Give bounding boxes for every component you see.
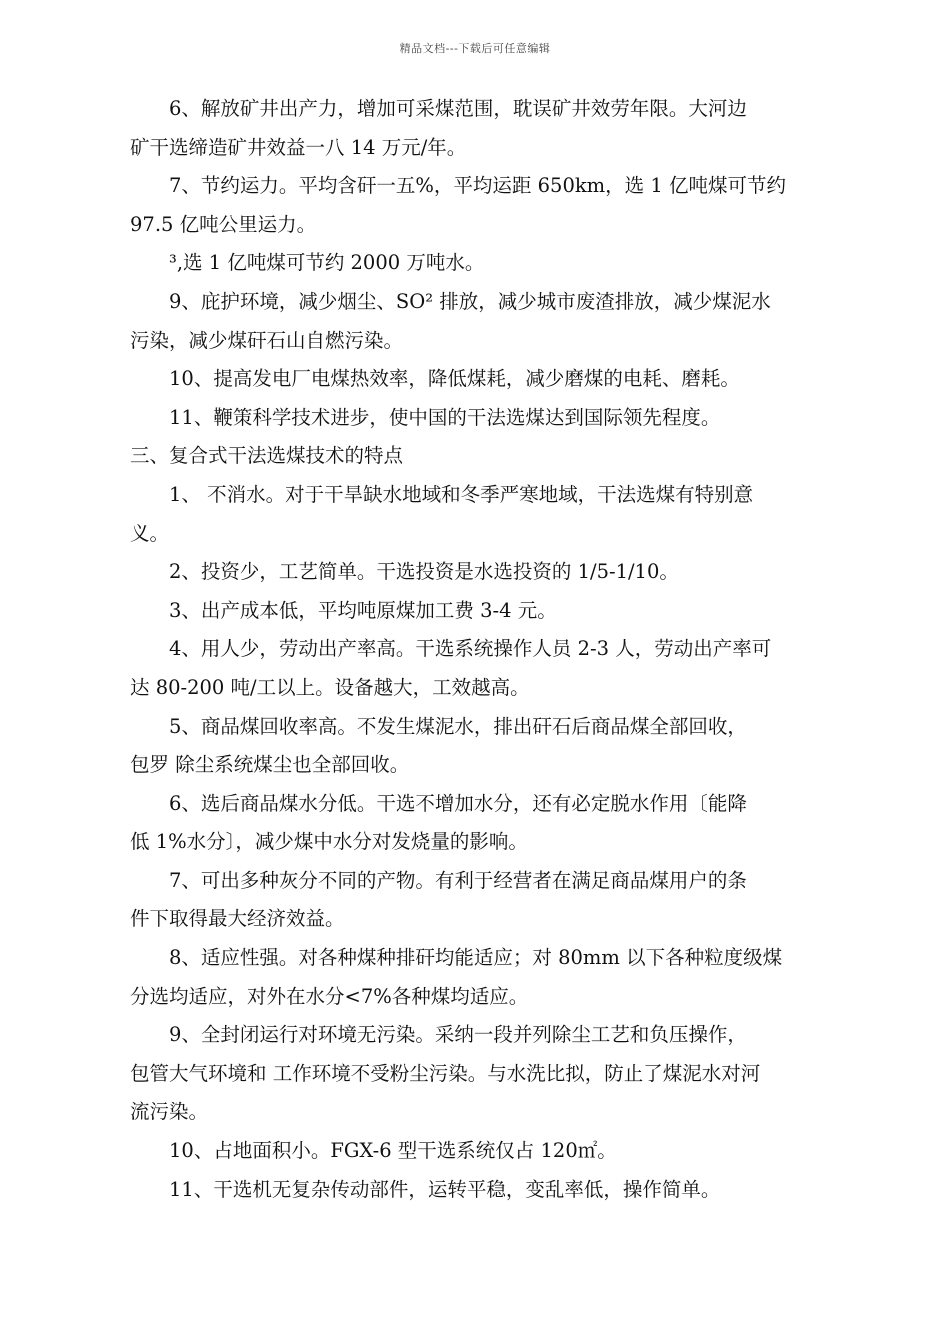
paragraph-17	[130, 1132, 858, 1171]
paragraph-line: 流污染。	[130, 1100, 209, 1124]
paragraph-line: 矿干选缔造矿井效益一八 14 万元/年。	[130, 135, 467, 159]
paragraph-line: 7、节约运力。平均含矸一五%，平均运距 650km，选 1 亿吨煤可节约	[169, 174, 786, 198]
paragraph-line: 件下取得最大经济效益。	[130, 907, 345, 931]
document-body	[130, 90, 858, 1209]
paragraph-5	[130, 360, 858, 399]
paragraph-line: 包罗 除尘系统煤尘也全部回收。	[130, 753, 410, 777]
paragraph-13	[130, 785, 858, 862]
paragraph-16	[130, 1016, 858, 1132]
paragraph-line: 3、出产成本低，平均吨原煤加工费 3-4 元。	[169, 598, 557, 622]
heading-line: 三、复合式干法选煤技术的特点	[130, 444, 404, 468]
paragraph-line: 包管大气环境和 工作环境不受粉尘污染。与水洗比拟，防止了煤泥水对河	[130, 1061, 761, 1085]
paragraph-line: 8、适应性强。对各种煤种排矸均能适应；对 80mm 以下各种粒度级煤	[169, 946, 783, 970]
paragraph-line: 污染，减少煤矸石山自燃污染。	[130, 328, 404, 352]
paragraph-line: 分选均适应，对外在水分<7%各种煤均适应。	[130, 984, 529, 1008]
paragraph-line: 低 1%水分〕，减少煤中水分对发烧量的影响。	[130, 830, 528, 854]
paragraph-18	[130, 1171, 858, 1210]
paragraph-line: 97.5 亿吨公里运力。	[130, 212, 317, 236]
paragraph-line: 4、用人少，劳动出产率高。干选系统操作人员 2-3 人，劳动出产率可	[169, 637, 772, 661]
paragraph-line: 10、提高发电厂电煤热效率，降低煤耗，减少磨煤的电耗、磨耗。	[169, 367, 740, 391]
paragraph-15	[130, 939, 858, 1016]
paragraph-8	[130, 476, 858, 553]
paragraph-line: 11、干选机无复杂传动部件，运转平稳，变乱率低，操作简单。	[169, 1177, 721, 1201]
paragraph-line: 9、庇护环境，减少烟尘、SO² 排放，减少城市废渣排放，减少煤泥水	[169, 289, 771, 313]
paragraph-line: 1、 不消水。对于干旱缺水地域和冬季严寒地域，干法选煤有特别意	[169, 482, 754, 506]
paragraph-line: 7、可出多种灰分不同的产物。有利于经营者在满足商品煤用户的条	[169, 868, 747, 892]
paragraph-line: 6、解放矿井出产力，增加可采煤范围，耽误矿井效劳年限。大河边	[169, 97, 747, 120]
paragraph-line: 10、占地面积小。FGX-6 型干选系统仅占 120㎡。	[169, 1139, 617, 1163]
paragraph-14	[130, 862, 858, 939]
paragraph-line: 义。	[130, 521, 170, 545]
paragraph-line: 6、选后商品煤水分低。干选不增加水分，还有必定脱水作用〔能降	[169, 791, 747, 815]
section-heading	[130, 437, 858, 476]
page-header: 精品文档---下载后可任意编辑	[399, 42, 551, 55]
paragraph-6	[130, 399, 858, 438]
paragraph-line: 2、投资少，工艺简单。干选投资是水选投资的 1/5-1/10。	[169, 560, 679, 584]
paragraph-1	[130, 90, 858, 167]
paragraph-line: 11、鞭策科学技术进步，使中国的干法选煤达到国际领先程度。	[169, 405, 721, 429]
paragraph-4	[130, 283, 858, 360]
paragraph-3	[130, 244, 858, 283]
paragraph-2	[130, 167, 858, 244]
paragraph-9	[130, 553, 858, 592]
paragraph-12	[130, 708, 858, 785]
paragraph-11	[130, 630, 858, 707]
paragraph-line: ³,选 1 亿吨煤可节约 2000 万吨水。	[169, 251, 485, 275]
paragraph-line: 9、全封闭运行对环境无污染。采纳一段并列除尘工艺和负压操作，	[169, 1023, 747, 1047]
paragraph-line: 5、商品煤回收率高。不发生煤泥水，排出矸石后商品煤全部回收，	[169, 714, 747, 738]
paragraph-line: 达 80-200 吨/工以上。设备越大，工效越高。	[130, 675, 530, 699]
paragraph-10	[130, 592, 858, 631]
